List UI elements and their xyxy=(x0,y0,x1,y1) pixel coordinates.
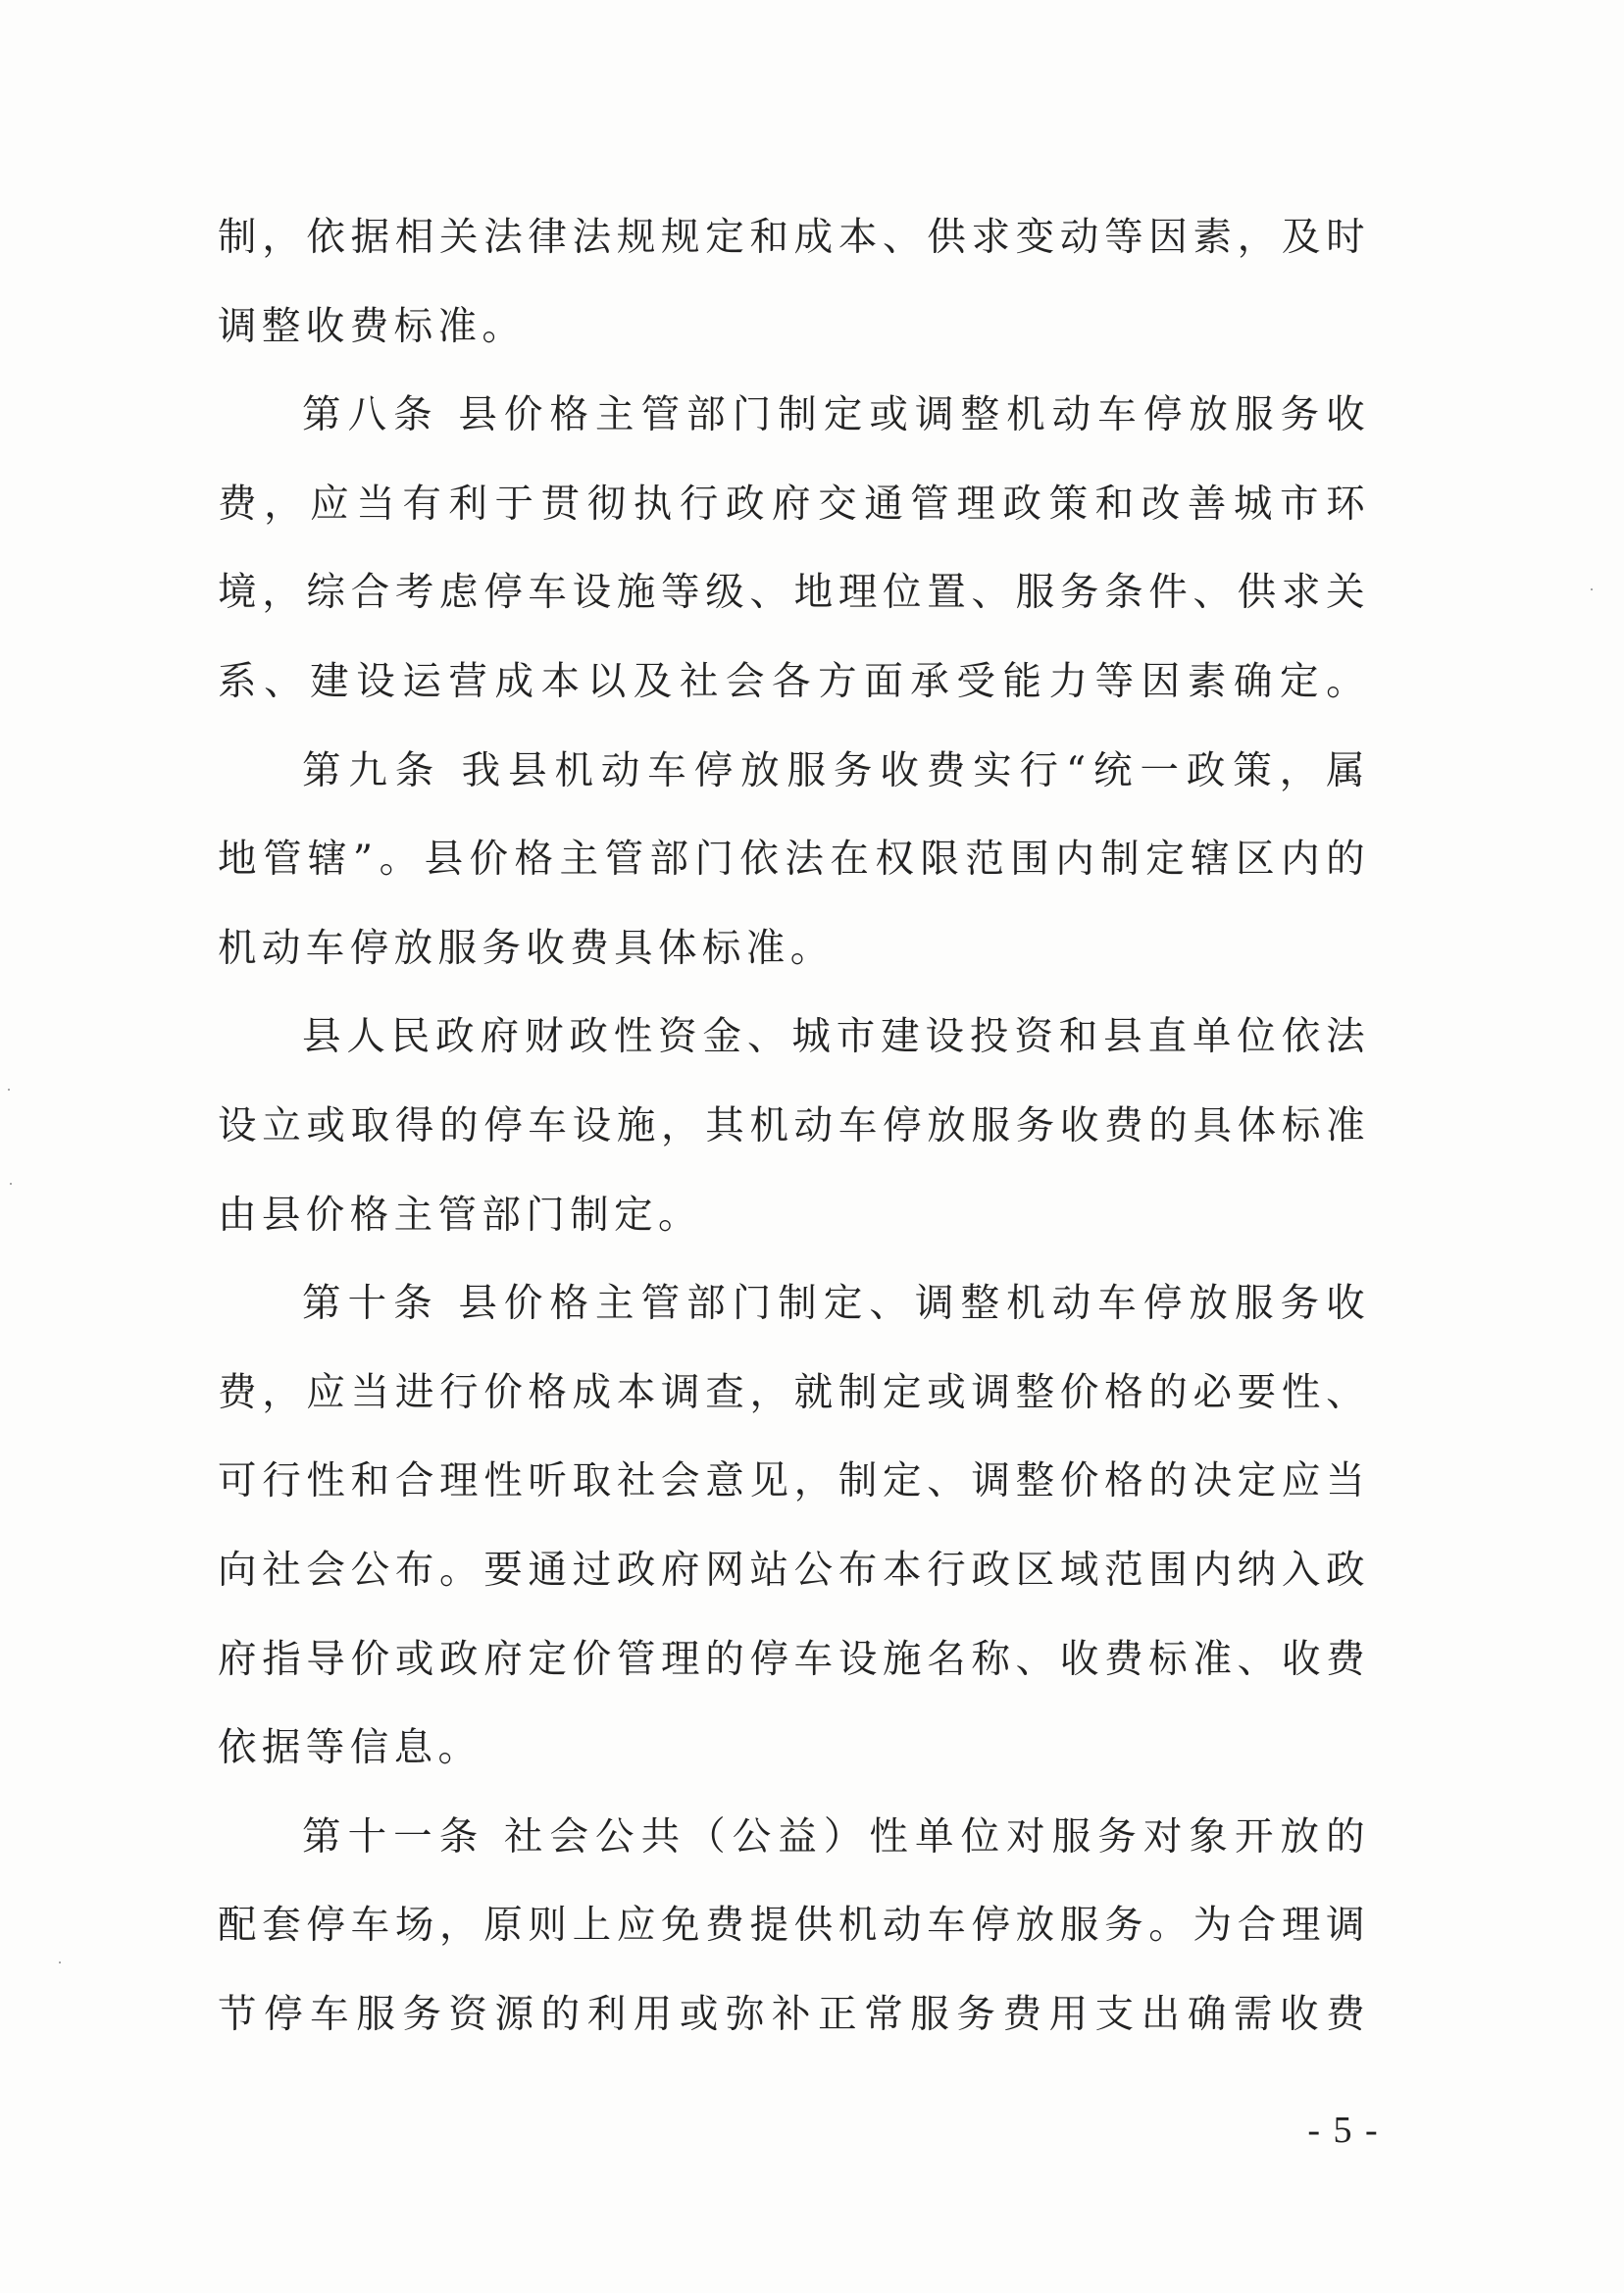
text-line: 费，应当有利于贯彻执行政府交通管理政策和改善城市环 xyxy=(218,481,1370,527)
text-line: 节停车服务资源的利用或弥补正常服务费用支出确需收费 xyxy=(218,1991,1370,2037)
article-11-heading-line: 第十一条 社会公共（公益）性单位对服务对象开放的 xyxy=(302,1813,1370,1860)
article-9-heading-line: 第九条 我县机动车停放服务收费实行“统一政策，属 xyxy=(302,747,1370,793)
text-line: 境，综合考虑停车设施等级、地理位置、服务条件、供求关 xyxy=(218,570,1370,616)
scan-speck xyxy=(10,1183,12,1185)
paragraph-start-line: 县人民政府财政性资金、城市建设投资和县直单位依法 xyxy=(302,1014,1370,1060)
scan-speck xyxy=(1591,588,1593,590)
text-line: 可行性和合理性听取社会意见，制定、调整价格的决定应当 xyxy=(218,1458,1370,1504)
text-line: 配套停车场，原则上应免费提供机动车停放服务。为合理调 xyxy=(218,1903,1370,1949)
article-10-heading-line: 第十条 县价格主管部门制定、调整机动车停放服务收 xyxy=(302,1281,1370,1327)
text-line: 制，依据相关法律法规规定和成本、供求变动等因素，及时 xyxy=(218,215,1370,260)
text-line: 设立或取得的停车设施，其机动车停放服务收费的具体标准 xyxy=(218,1102,1370,1148)
text-line: 系、建设运营成本以及社会各方面承受能力等因素确定。 xyxy=(218,658,1370,704)
text-line: 府指导价或政府定价管理的停车设施名称、收费标准、收费 xyxy=(218,1636,1370,1682)
text-line: 由县价格主管部门制定。 xyxy=(218,1192,702,1238)
text-line: 调整收费标准。 xyxy=(218,303,527,349)
text-line: 地管辖”。县价格主管部门依法在权限范围内制定辖区内的 xyxy=(218,837,1370,883)
text-line: 向社会公布。要通过政府网站公布本行政区域范围内纳入政 xyxy=(218,1547,1370,1593)
text-line: 依据等信息。 xyxy=(218,1725,482,1771)
scan-speck xyxy=(8,1089,10,1091)
text-line: 机动车停放服务收费具体标准。 xyxy=(218,925,835,971)
body-text xyxy=(218,193,1370,2059)
text-line: 费，应当进行价格成本调查，就制定或调整价格的必要性、 xyxy=(218,1369,1370,1415)
page-number: - 5 - xyxy=(1307,2110,1380,2151)
scan-speck xyxy=(59,1962,61,1963)
article-8-heading-line: 第八条 县价格主管部门制定或调整机动车停放服务收 xyxy=(302,392,1370,438)
